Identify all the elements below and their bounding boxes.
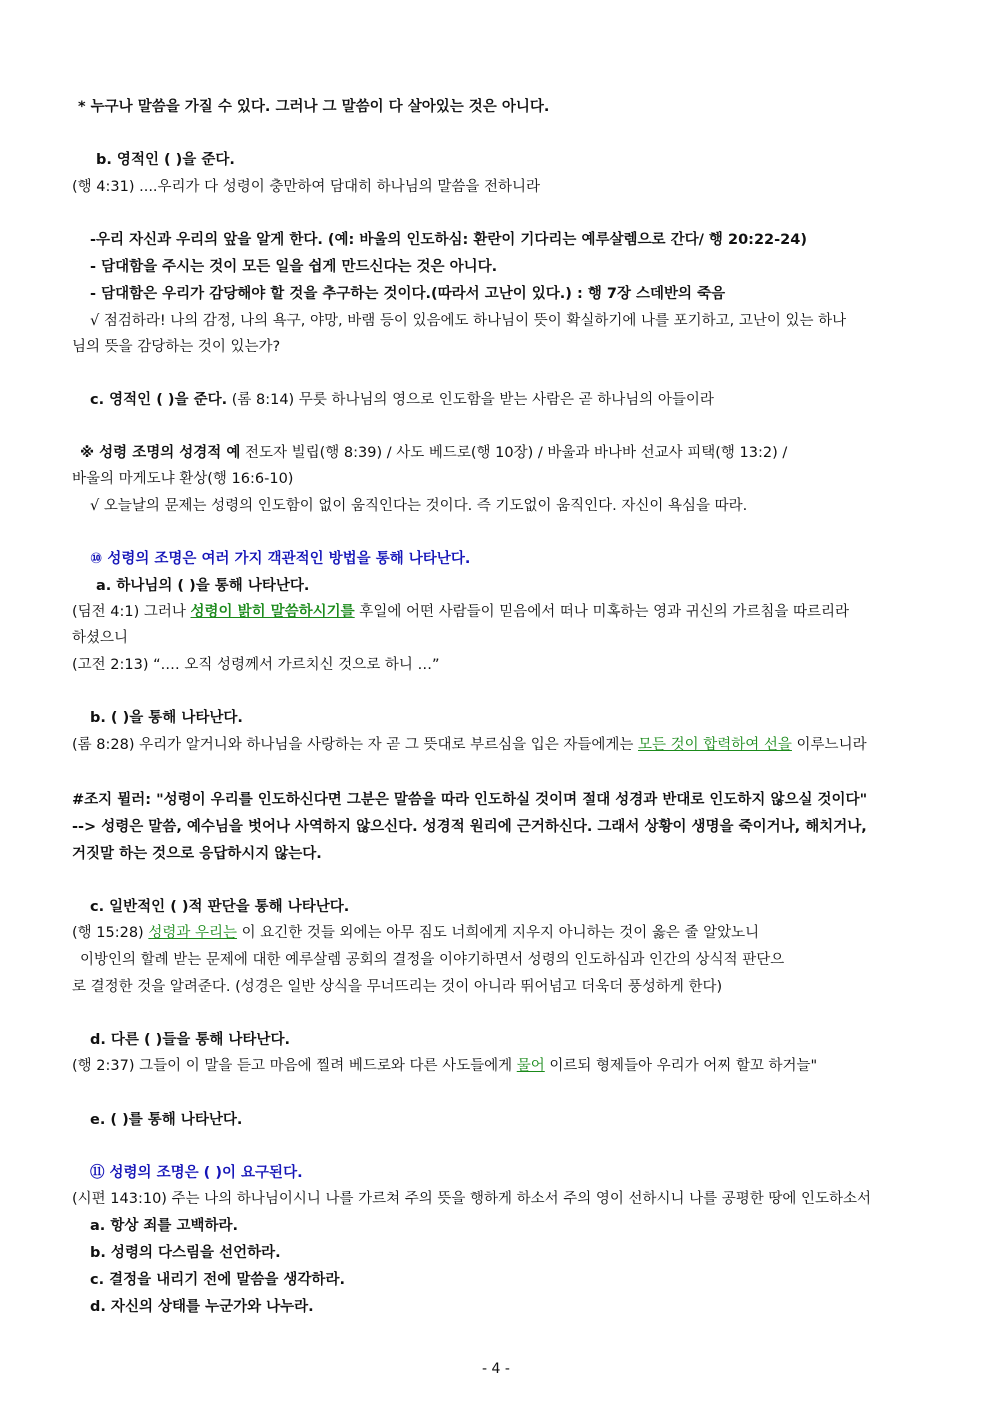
line-check-1: √ 점검하라! 나의 감정, 나의 욕구, 야망, 바램 등이 있음에도 하나님이 뜻이 확실하기에 나를 포기하고, 고난이 있는 하나 <box>90 313 847 329</box>
verse-rom-8-28 <box>72 735 867 755</box>
line-know-self: -우리 자신과 우리의 앞을 알게 한다. (예: 바울의 인도하심: 환란이 기다리는 예루살렘으로 간다/ 행 20:22-24) <box>90 232 807 248</box>
section-10-heading: ⑩ 성령의 조명은 여러 가지 객관적인 방법을 통해 나타난다. <box>90 551 471 567</box>
heading-c-line <box>90 390 714 410</box>
list-item-d: d. 자신의 상태를 누군가와 나누라. <box>90 1299 314 1315</box>
examples-heading: ※ 성령 조명의 성경적 예 <box>80 445 241 461</box>
highlight-text: 모든 것이 합력하여 선을 <box>638 737 792 753</box>
line-note-word: * 누구나 말씀을 가질 수 있다. 그러나 그 말씀이 다 살아있는 것은 아니다. <box>78 99 550 115</box>
verse-1cor-2-13: (고전 2:13) “.… 오직 성령께서 가르치신 것으로 하니 …” <box>72 657 440 673</box>
heading-e: e. ( )를 통해 나타난다. <box>90 1112 243 1128</box>
highlight-text: 물어 <box>516 1058 545 1074</box>
verse-acts-4-31: (행 4:31) ....우리가 다 성령이 충만하여 담대히 하나님의 말씀을 전하니라 <box>72 179 540 195</box>
quote-george-muller: #조지 뮐러: "성령이 우리를 인도하신다면 그분은 말씀을 따라 인도하실 것이며 절대 성경과 반대로 인도하지 않으실 것이다" <box>72 792 868 808</box>
heading-c-label: c. 영적인 ( )을 준다. <box>90 392 228 408</box>
examples-line <box>80 443 787 463</box>
verse-text: (롬 8:28) 우리가 알거니와 하나님을 사랑하는 자 곧 그 뜻대로 부르심을 입은 자들에게는 <box>72 737 639 753</box>
verse-text: (행 2:37) 그들이 이 말을 듣고 마음에 찔려 베드로와 다른 사도들에게 <box>72 1058 517 1074</box>
verse-text: 이르되 형제들아 우리가 어찌 할꼬 하거늘" <box>544 1058 818 1074</box>
verse-text: 후일에 어떤 사람들이 믿음에서 떠나 미혹하는 영과 귀신의 가르침을 따르리라 <box>354 604 850 620</box>
page-number: - 4 - <box>482 1361 510 1377</box>
line-boldness-2: - 담대함은 우리가 감당해야 할 것을 추구하는 것이다.(따라서 고난이 있다.) : 행 7장 스데반의 죽음 <box>90 286 726 302</box>
explanation-1: 이방인의 할례 받는 문제에 대한 예루살렘 공회의 결정을 이야기하면서 성령의 인도하심과 인간의 상식적 판단으 <box>80 952 785 968</box>
section-11-heading: ⑪ 성령의 조명은 ( )이 요구된다. <box>90 1165 303 1181</box>
quote-comment-1: --> 성령은 말씀, 예수님을 벗어나 사역하지 않으신다. 성경적 원리에 근거하신다. 그래서 상황이 생명을 죽이거나, 해치거나, <box>72 819 867 835</box>
heading-a-word: a. 하나님의 ( )을 통해 나타난다. <box>96 578 310 594</box>
heading-c-common-sense: c. 일반적인 ( )적 판단을 통해 나타난다. <box>90 899 350 915</box>
heading-b-circumstance: b. ( )을 통해 나타난다. <box>90 710 243 726</box>
verse-ps-143-10: (시편 143:10) 주는 나의 하나님이시니 나를 가르쳐 주의 뜻을 행하게 하소서 주의 영이 선하시니 나를 공평한 땅에 인도하소서 <box>72 1191 872 1207</box>
verse-text: 이 요긴한 것들 외에는 아무 짐도 너희에게 지우지 아니하는 것이 옳은 줄 알았노니 <box>236 925 760 941</box>
verse-1tim-4-1 <box>72 602 849 622</box>
explanation-2: 로 결정한 것을 알려준다. (성경은 일반 상식을 무너뜨리는 것이 아니라 뛰어넘고 더욱더 풍성하게 한다) <box>72 979 723 995</box>
list-item-a: a. 항상 죄를 고백하라. <box>90 1218 239 1234</box>
examples-list: 전도자 빌립(행 8:39) / 사도 베드로(행 10장) / 바울과 바나바 선교사 피택(행 13:2) / <box>240 445 788 461</box>
verse-acts-2-37 <box>72 1056 817 1076</box>
line-today-problem: √ 오늘날의 문제는 성령의 인도함이 없이 움직인다는 것이다. 즉 기도없이 움직인다. 자신이 욕심을 따라. <box>90 498 748 514</box>
verse-rom-8-14: (롬 8:14) 무릇 하나님의 영으로 인도함을 받는 사람은 곧 하나님의 아들이라 <box>227 392 714 408</box>
verse-text: (딤전 4:1) 그러나 <box>72 604 191 620</box>
quote-comment-2: 거짓말 하는 것으로 응답하시지 않는다. <box>72 846 322 862</box>
verse-acts-15-28 <box>72 923 759 943</box>
verse-text: 이루느니라 <box>791 737 867 753</box>
list-item-c: c. 결정을 내리기 전에 말씀을 생각하라. <box>90 1272 345 1288</box>
heading-b-boldness: b. 영적인 ( )을 준다. <box>96 152 235 168</box>
line-boldness-1: - 담대함을 주시는 것이 모든 일을 쉽게 만드신다는 것은 아니다. <box>90 259 498 275</box>
highlight-text: 성령과 우리는 <box>148 925 237 941</box>
highlight-text: 성령이 밝히 말씀하시기를 <box>190 604 355 620</box>
list-item-b: b. 성령의 다스림을 선언하라. <box>90 1245 281 1261</box>
verse-text: (행 15:28) <box>72 925 149 941</box>
examples-list-cont: 바울의 마게도냐 환상(행 16:6-10) <box>72 471 294 487</box>
line-check-2: 님의 뜻을 감당하는 것이 있는가? <box>72 339 281 355</box>
verse-1tim-4-1-cont: 하셨으니 <box>72 630 129 646</box>
heading-d-others: d. 다른 ( )들을 통해 나타난다. <box>90 1032 290 1048</box>
